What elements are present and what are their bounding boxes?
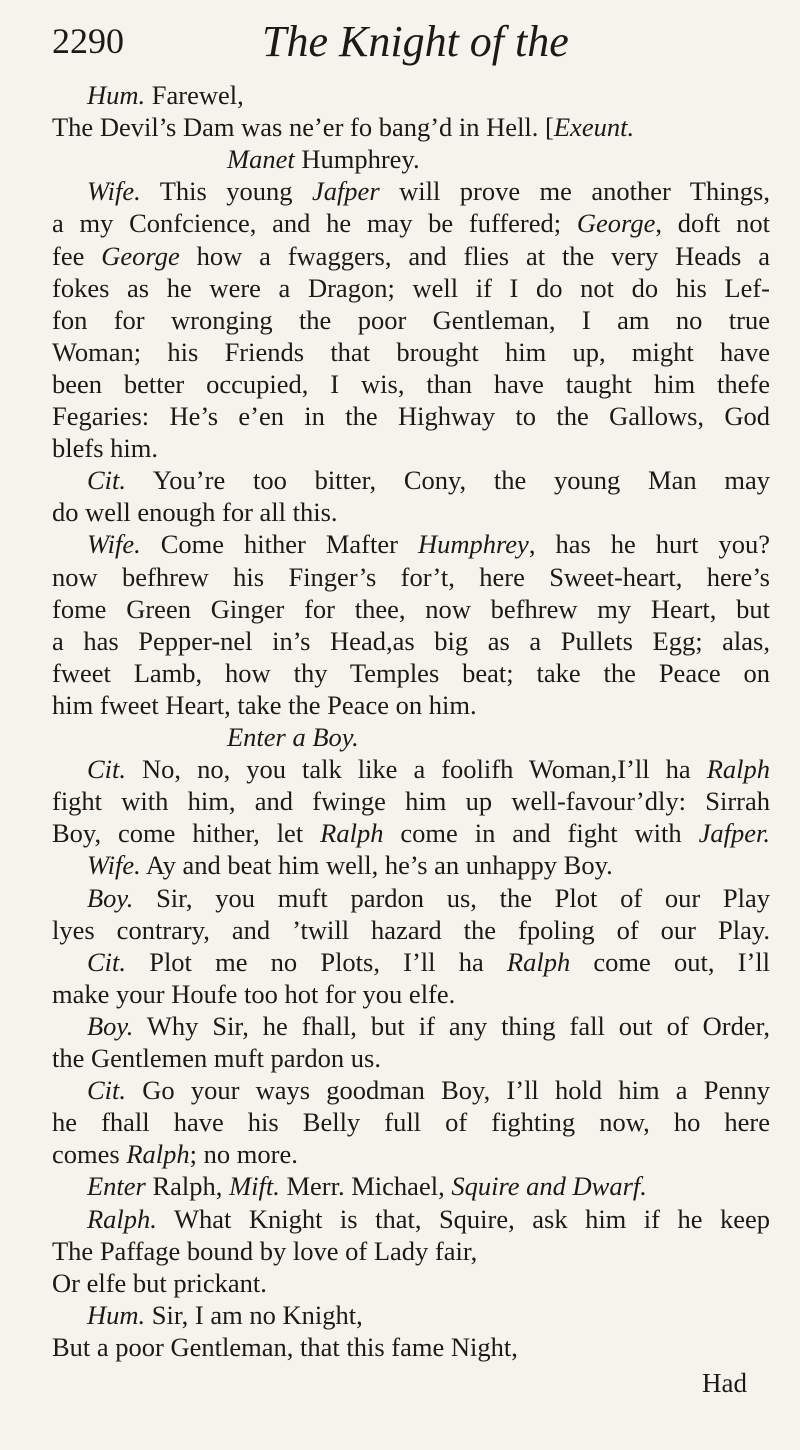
text-line	[52, 1234, 477, 1268]
roman-text: Why Sir, he fhall, but if any thing fall out of Order,	[133, 1010, 770, 1041]
text-line	[52, 399, 770, 433]
text-line	[52, 624, 770, 658]
italic-text: Boy.	[87, 1010, 134, 1041]
text-line	[52, 977, 455, 1011]
italic-text: Ralph	[506, 946, 571, 977]
roman-text: Or elfe but prickant.	[52, 1267, 267, 1298]
italic-text: Ralph.	[87, 1203, 157, 1234]
text-line	[87, 881, 770, 915]
roman-text: Humphrey.	[294, 144, 420, 175]
roman-text: the Gentlemen muft pardon us.	[52, 1043, 381, 1073]
roman-text: lyes contrary, and ’twill hazard the fpoling of our Play.	[52, 914, 770, 945]
text-line	[52, 206, 770, 240]
roman-text: The Devil’s Dam was ne’er fo bang’d in Hell. [	[52, 112, 554, 143]
text-line	[52, 688, 477, 722]
roman-text: make your Houfe too hot for you elfe.	[52, 978, 456, 1009]
roman-text: Come hither Mafter	[140, 529, 418, 560]
roman-text: ; no more.	[189, 1139, 298, 1170]
text-line	[227, 142, 420, 176]
italic-text: Boy.	[87, 882, 134, 913]
italic-text: Ralph	[706, 754, 770, 785]
italic-text: Jafper.	[698, 818, 770, 849]
roman-text: Boy, come hither, let	[52, 818, 321, 849]
text-line	[52, 1266, 267, 1300]
italic-text: Hum.	[87, 1299, 146, 1330]
text-line	[52, 1105, 770, 1139]
text-line	[87, 527, 770, 561]
roman-text: Ay and beat him well, he’s an unhappy Boy.	[140, 850, 613, 881]
roman-text: a my Confcience, and he may be fuffered;	[52, 208, 577, 239]
italic-text: Squire and Dwarf.	[451, 1171, 647, 1202]
roman-text: No, no, you talk like a foolifh Woman,I’ll ha	[126, 754, 707, 785]
roman-text: Plot me no Plots, I’ll ha	[126, 946, 507, 977]
roman-text: What Knight is that, Squire, ask him if he keep	[156, 1203, 770, 1234]
text-line	[87, 1073, 770, 1107]
roman-text: This young	[140, 176, 312, 207]
roman-text: Fegaries: He’s e’en in the Highway to the Gallows, God	[52, 401, 770, 431]
italic-text: Cit.	[87, 754, 127, 785]
text-line	[52, 784, 770, 818]
roman-text: Farewel,	[145, 80, 244, 110]
italic-text: Cit.	[87, 1075, 127, 1106]
italic-text: Enter a Boy.	[227, 722, 359, 752]
page-number: 2290	[52, 21, 124, 61]
text-line	[87, 1202, 770, 1236]
italic-text: Cit.	[87, 946, 127, 977]
italic-text: Manet	[227, 144, 295, 175]
text-line	[87, 1009, 770, 1043]
text-line	[52, 1041, 381, 1075]
roman-text: fon for wronging the poor Gentleman, I am no true	[52, 304, 770, 335]
roman-text: Sir, you muft pardon us, the Plot of our Play	[133, 882, 770, 913]
roman-text: fee	[52, 240, 102, 271]
text-line	[87, 463, 770, 497]
text-line	[227, 720, 359, 754]
roman-text: come in and fight with	[383, 818, 699, 849]
text-line	[52, 913, 770, 947]
roman-text: , doft not	[655, 208, 770, 239]
italic-text: George	[576, 208, 656, 239]
roman-text: how a fwaggers, and flies at the very Heads a	[179, 240, 770, 271]
italic-text: Cit.	[87, 465, 127, 496]
roman-text: fome Green Ginger for thee, now befhrew my Heart, but	[52, 593, 770, 624]
text-line	[52, 239, 770, 273]
text-line	[52, 271, 770, 305]
text-line	[52, 367, 770, 401]
text-line	[52, 656, 770, 690]
roman-text: fweet Lamb, how thy Temples beat; take the Peace on	[52, 657, 770, 688]
roman-text: been better occupied, I wis, than have taught him thefe	[52, 368, 770, 399]
roman-text: do well enough for all this.	[52, 497, 338, 528]
roman-text: comes	[52, 1139, 127, 1170]
roman-text: Sir, I am no Knight,	[145, 1299, 363, 1330]
roman-text: blefs him.	[52, 433, 158, 464]
roman-text: will prove me another Things,	[379, 176, 770, 207]
roman-text: Go your ways goodman Boy, I’ll hold him a Penny	[126, 1075, 770, 1106]
roman-text: he fhall have his Belly full of fighting now, ho here	[52, 1107, 770, 1138]
text-line	[52, 816, 770, 850]
text-line	[52, 560, 770, 594]
roman-text: You’re too bitter, Cony, the young Man may	[126, 465, 770, 496]
text-line	[52, 303, 770, 337]
text-line	[87, 945, 770, 979]
text-line	[52, 1137, 298, 1171]
text-line	[52, 592, 770, 626]
roman-text: Woman; his Friends that brought him up, might have	[52, 336, 770, 367]
running-title: The Knight of the	[262, 17, 569, 66]
italic-text: Enter	[87, 1171, 146, 1202]
text-line	[87, 78, 244, 112]
text-line	[52, 335, 770, 369]
roman-text: him fweet Heart, take the Peace on him.	[52, 689, 477, 720]
italic-text: Ralph	[126, 1139, 190, 1170]
italic-text: Wife.	[87, 176, 141, 207]
roman-text: But a poor Gentleman, that this fame Night,	[52, 1331, 518, 1362]
roman-text: , has he hurt you?	[528, 529, 770, 560]
text-line	[52, 110, 634, 144]
italic-text: Jafper	[311, 176, 380, 207]
catchword: Had	[702, 1368, 747, 1398]
text-line	[52, 431, 158, 465]
page-header	[52, 16, 760, 66]
roman-text: fokes as he were a Dragon; well if I do not do his Lef-	[52, 272, 770, 303]
italic-text: Wife.	[87, 529, 141, 560]
text-line	[87, 1298, 363, 1332]
roman-text: a has Pepper-nel in’s Head,as big as a Pullets Egg; alas,	[52, 625, 770, 656]
italic-text: Humphrey	[417, 529, 529, 560]
italic-text: Hum.	[87, 80, 146, 110]
text-line	[87, 752, 770, 786]
italic-text: Wife.	[87, 850, 141, 881]
text-line	[52, 495, 338, 529]
roman-text: come out, I’ll	[570, 946, 771, 977]
roman-text: Ralph,	[145, 1171, 230, 1202]
text-line	[87, 848, 613, 882]
italic-text: Mift.	[229, 1171, 280, 1202]
roman-text: fight with him, and fwinge him up well-favour’dly: Sirrah	[52, 786, 770, 817]
roman-text: The Paffage bound by love of Lady fair,	[52, 1235, 478, 1266]
text-line	[52, 1330, 518, 1364]
italic-text: George	[101, 240, 180, 271]
text-line	[87, 174, 770, 208]
roman-text: Merr. Michael,	[279, 1171, 452, 1202]
italic-text: Exeunt.	[553, 112, 635, 143]
text-line	[87, 1169, 647, 1203]
italic-text: Ralph	[320, 818, 384, 849]
roman-text: now befhrew his Finger’s for’t, here Sweet-heart, here’s	[52, 561, 770, 592]
